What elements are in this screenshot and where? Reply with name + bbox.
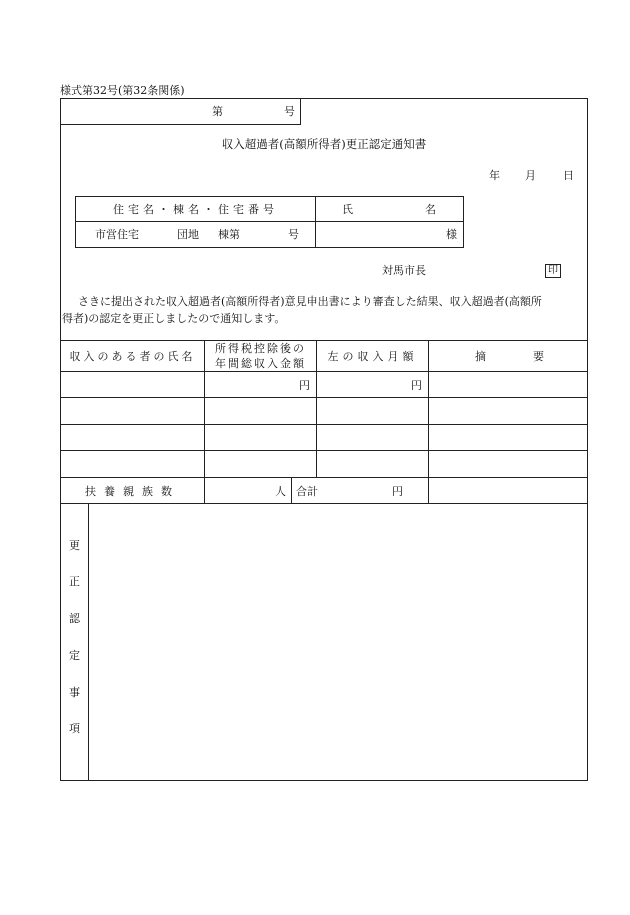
date-year: 年 [489, 169, 500, 182]
housing-go: 号 [288, 228, 299, 241]
income-table-bottom [60, 503, 588, 504]
body-text-line2: 得者)の認定を更正しましたので通知します。 [62, 312, 286, 325]
address-table-right [463, 196, 464, 248]
outer-frame-left [60, 98, 61, 781]
name-header-right: 名 [425, 203, 436, 216]
income-table-row1-bottom [60, 397, 588, 398]
income-table-row3-bottom [60, 450, 588, 451]
address-table-mid [75, 221, 464, 222]
income-table-header-bottom [60, 371, 588, 372]
number-go: 号 [284, 105, 295, 118]
income-table-row2-bottom [60, 424, 588, 425]
annual-income-yen: 円 [299, 379, 310, 392]
correction-char: 認 [69, 612, 80, 625]
address-table-bottom [75, 247, 464, 248]
monthly-income-yen: 円 [411, 379, 422, 392]
correction-char: 正 [69, 575, 80, 588]
document-title: 収入超過者(高額所得者)更正認定通知書 [221, 137, 427, 151]
total-unit: 円 [392, 485, 403, 498]
housing-mune: 棟第 [218, 228, 240, 241]
header-remarks-right: 要 [533, 350, 544, 363]
outer-frame-right [587, 98, 588, 781]
seal-stamp: 印 [545, 264, 561, 278]
name-header-left: 氏 [342, 203, 353, 216]
address-table-divider [315, 196, 316, 248]
number-box-bottom [60, 124, 301, 125]
income-table-top [60, 340, 588, 341]
dependents-label: 扶養親族数 [85, 485, 180, 498]
total-label: 合計 [296, 485, 318, 498]
housing-shiei: 市営住宅 [95, 228, 139, 241]
outer-frame-bottom [60, 780, 588, 781]
header-monthly-income: 左の収入月額 [327, 350, 418, 363]
correction-char: 事 [69, 686, 80, 699]
header-annual-income-1: 所得税控除後の [215, 342, 306, 355]
honorific-sama: 様 [446, 228, 457, 241]
correction-char: 項 [69, 722, 80, 735]
income-col-divider-3 [428, 340, 429, 504]
issuer-name: 対馬市長 [382, 264, 426, 277]
date-day: 日 [563, 169, 574, 182]
income-col-divider-2-lower [291, 477, 292, 504]
outer-frame-top [60, 98, 588, 99]
header-earner-name: 収入のある者の氏名 [69, 350, 196, 363]
correction-label-divider [88, 503, 89, 781]
address-table-top [75, 196, 464, 197]
income-table-row4-bottom [60, 477, 588, 478]
header-annual-income-2: 年間総収入金額 [215, 357, 306, 370]
housing-danchi: 団地 [177, 228, 199, 241]
dependents-unit: 人 [275, 485, 286, 498]
body-text-line1: さきに提出された収入超過者(高額所得者)意見申出書により審査した結果、収入超過者(高額所 [78, 295, 542, 308]
number-dai: 第 [212, 105, 223, 118]
correction-char: 定 [69, 649, 80, 662]
form-number-label: 様式第32号(第32条関係) [60, 84, 185, 97]
correction-char: 更 [69, 539, 80, 552]
date-month: 月 [525, 169, 536, 182]
housing-column-header: 住宅名・棟名・住宅番号 [113, 203, 278, 216]
header-remarks-left: 摘 [475, 350, 486, 363]
number-box-right [300, 98, 301, 124]
